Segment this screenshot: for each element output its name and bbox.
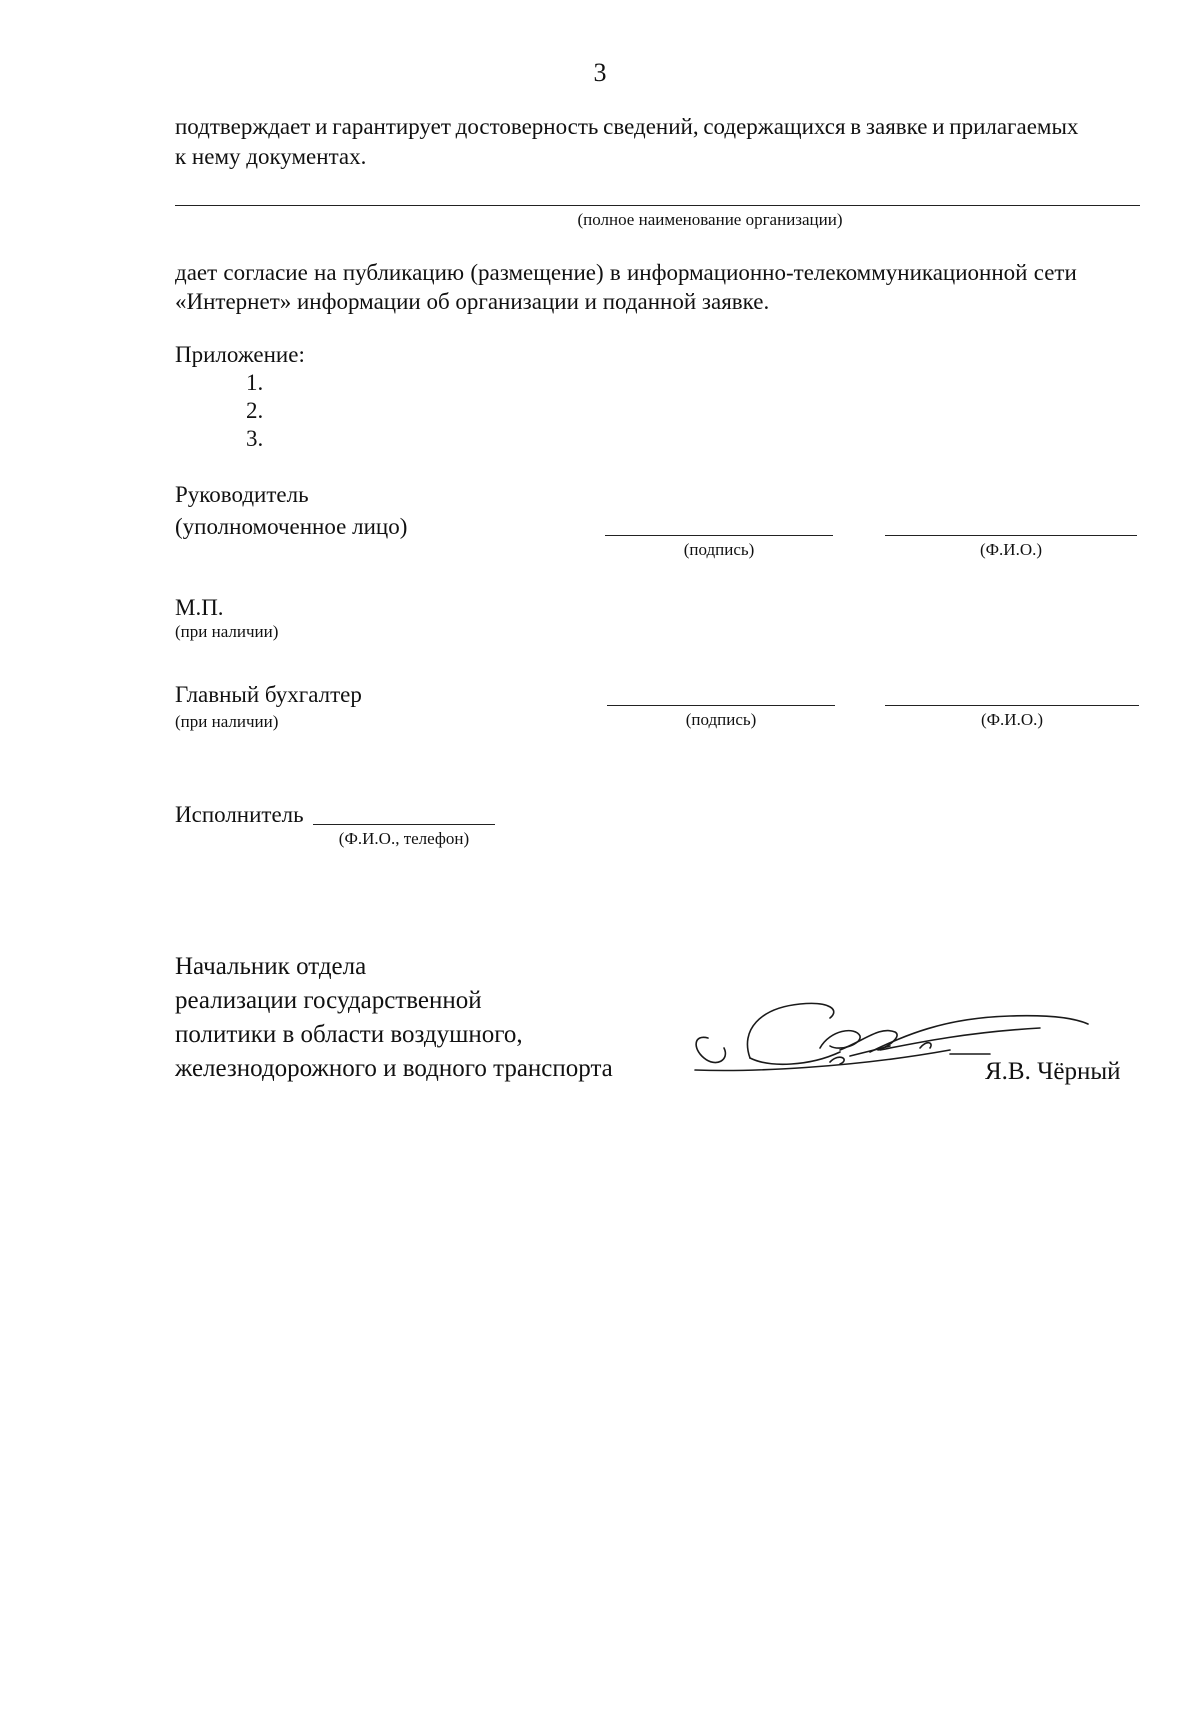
intro-line-1: подтверждает и гарантирует достоверность сведений, содержащихся в заявке и прилагаемых: [175, 114, 1079, 139]
organization-caption: (полное наименование организации): [577, 210, 843, 229]
accountant-label: Главный бухгалтер: [175, 682, 362, 707]
accountant-name-line: [885, 705, 1139, 706]
intro-line-2: к нему документах.: [175, 144, 367, 169]
organization-line: [175, 205, 1140, 206]
attachment-heading: Приложение:: [175, 342, 305, 367]
consent-line-1: дает согласие на публикацию (размещение) в информационно-телекоммуникационной сети: [175, 260, 1077, 285]
head-subtitle: (уполномоченное лицо): [175, 514, 408, 539]
executor-label: Исполнитель: [175, 802, 304, 827]
head-signature-caption: (подпись): [683, 540, 755, 559]
stamp-note: (при наличии): [175, 622, 279, 641]
head-title: Руководитель: [175, 482, 309, 507]
accountant-signature-line: [607, 705, 835, 706]
official-title-line: реализации государственной: [175, 987, 482, 1014]
accountant-note: (при наличии): [175, 712, 279, 731]
executor-line: [313, 824, 495, 825]
official-title-line: железнодорожного и водного транспорта: [175, 1055, 613, 1082]
official-title-line: политики в области воздушного,: [175, 1021, 523, 1048]
executor-caption: (Ф.И.О., телефон): [338, 829, 470, 848]
official-title-line: Начальник отдела: [175, 953, 367, 980]
official-title: [175, 950, 613, 1086]
page-number: 3: [593, 58, 607, 87]
head-name-line: [885, 535, 1137, 536]
stamp-label: М.П.: [175, 595, 224, 620]
attachment-item: 1.: [246, 370, 264, 395]
accountant-signature-caption: (подпись): [685, 710, 757, 729]
official-name: Я.В. Чёрный: [985, 1058, 1121, 1085]
attachment-item: 3.: [246, 426, 264, 451]
accountant-name-caption: (Ф.И.О.): [980, 710, 1044, 729]
attachment-item: 2.: [246, 398, 264, 423]
consent-line-2: «Интернет» информации об организации и поданной заявке.: [175, 289, 770, 314]
head-name-caption: (Ф.И.О.): [979, 540, 1043, 559]
head-signature-line: [605, 535, 833, 536]
